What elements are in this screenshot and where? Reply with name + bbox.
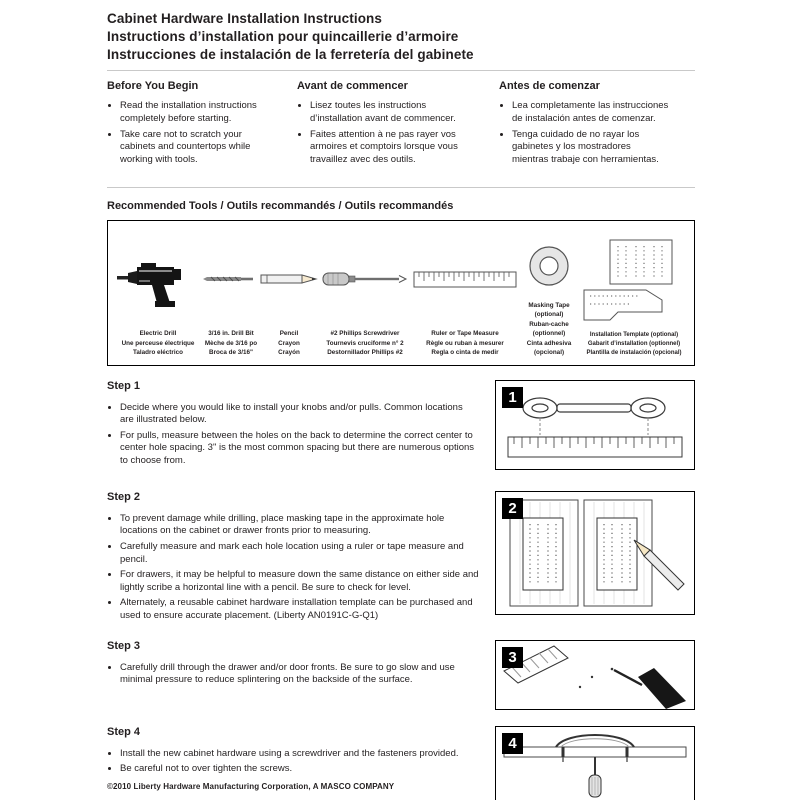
- page-title-fr: Instructions d’installation pour quincaillerie d’armoire: [107, 28, 459, 44]
- bullet: • Take care not to scratch your cabinets and countertops while working with tools.: [120, 129, 297, 167]
- bullet: • For drawers, it may be helpful to measure down the same distance on either side and lightly scribe a horizontal line with a pencil. Be sure to check for level.: [120, 569, 479, 594]
- recommended-tools-heading: Recommended Tools / Outils recommandés / Outils recommandés: [107, 199, 454, 212]
- step-3-text: [107, 640, 479, 690]
- step-1-heading: Step 1: [107, 379, 141, 392]
- before-list-en: [107, 100, 297, 166]
- bullet: • For pulls, measure between the holes on the back to determine the correct center to center hole spacing. 3" is the most common spacing but there are numerous options to choose from.: [120, 430, 479, 468]
- step-3-heading: Step 3: [107, 639, 141, 652]
- electric-drill-icon: [116, 229, 200, 330]
- pencil-icon: [258, 229, 320, 330]
- step-3-number-badge: 3: [502, 647, 523, 668]
- step-1-list: [107, 402, 479, 468]
- before-heading-es: Antes de comenzar: [499, 80, 600, 93]
- step-4-heading: Step 4: [107, 725, 141, 738]
- tool-ruler: [412, 229, 518, 358]
- step-1-section: [107, 380, 695, 471]
- before-list-es: [499, 100, 695, 166]
- before-you-begin-section: [107, 80, 695, 179]
- copyright-footer: ©2010 Liberty Hardware Manufacturing Corporation, A MASCO COMPANY: [107, 782, 395, 791]
- bullet: • Tenga cuidado de no rayar los gabinetes y los mostradores mientras trabaje con herramientas.: [512, 129, 695, 167]
- bullet: • Read the installation instructions completely before starting.: [120, 100, 297, 125]
- tool-pencil: [260, 229, 318, 358]
- tool-caption: #2 Phillips Screwdriver Tournevis cruciforme n° 2 Destornillador Phillips #2: [326, 330, 404, 357]
- step-4-number-badge: 4: [502, 733, 523, 754]
- before-column-en: [107, 80, 297, 169]
- step-4-text: [107, 726, 479, 779]
- tool-caption: 3/16 in. Drill Bit Mèche de 3/16 po Broca de 3/16": [204, 330, 258, 357]
- before-column-fr: [297, 80, 499, 169]
- tool-electric-drill: [114, 229, 202, 358]
- step-1-figure: [495, 380, 695, 470]
- bullet: • Decide where you would like to install your knobs and/or pulls. Common locations are illustrated below.: [120, 402, 479, 427]
- step-3-figure: [495, 640, 695, 710]
- bullet: • Install the new cabinet hardware using a screwdriver and the fasteners provided.: [120, 748, 479, 761]
- step-2-list: [107, 513, 479, 623]
- section-divider: [107, 187, 695, 188]
- tool-masking-tape: [518, 229, 580, 358]
- tool-caption: Electric Drill Une perceuse électrique Taladro eléctrico: [121, 330, 195, 357]
- step-2-figure: [495, 491, 695, 615]
- installation-template-icon: [580, 229, 688, 331]
- bullet: • Lea completamente las instrucciones de instalación antes de comenzar.: [512, 100, 695, 125]
- bullet: • Carefully drill through the drawer and/or door fronts. Be sure to go slow and use minimal pressure to reduce splintering on the backside of the surface.: [120, 662, 479, 687]
- step-2-number-badge: 2: [502, 498, 523, 519]
- bullet: • Lisez toutes les instructions d’installation avant de commencer.: [310, 100, 499, 125]
- tools-box: [107, 220, 695, 366]
- step-2-text: [107, 491, 479, 626]
- tool-caption: Masking Tape (optional) Ruban-cache (optionnel) Cinta adhesiva (opcional): [526, 301, 572, 357]
- step-3-list: [107, 662, 479, 687]
- tool-drill-bit: [202, 229, 260, 358]
- step-3-section: [107, 640, 695, 710]
- step-1-text: [107, 380, 479, 471]
- ruler-icon: [412, 229, 518, 330]
- page-title-es: Instrucciones de instalación de la ferretería del gabinete: [107, 46, 474, 62]
- step-2-section: [107, 491, 695, 626]
- drilling-illustration: [496, 641, 694, 709]
- bullet: • Be careful not to over tighten the screws.: [120, 763, 479, 776]
- pull-and-ruler-illustration: [496, 381, 694, 469]
- before-heading-fr: Avant de commencer: [297, 80, 408, 93]
- drill-bit-icon: [203, 229, 259, 330]
- before-list-fr: [297, 100, 499, 166]
- title-block: [107, 10, 695, 63]
- bullet: • To prevent damage while drilling, place masking tape in the approximate hole locations on the cabinet or drawer fronts prior to measuring.: [120, 513, 479, 538]
- tool-caption: Ruler or Tape Measure Règle ou ruban à mesurer Regla o cinta de medir: [426, 330, 504, 357]
- title-divider: [107, 70, 695, 71]
- before-column-es: [499, 80, 695, 169]
- template-and-pencil-illustration: [496, 492, 694, 614]
- tool-installation-template: [580, 229, 688, 358]
- step-4-list: [107, 748, 479, 776]
- phillips-screwdriver-icon: [320, 229, 410, 330]
- bullet: • Carefully measure and mark each hole location using a ruler or tape measure and pencil.: [120, 541, 479, 566]
- page-title-en: Cabinet Hardware Installation Instructions: [107, 11, 382, 26]
- tool-phillips-screwdriver: [318, 229, 412, 358]
- step-4-figure: [495, 726, 695, 800]
- tool-caption: Pencil Crayon Crayón: [278, 330, 300, 357]
- tool-caption: Installation Template (optional) Gabarit d’installation (optionnel) Plantilla de instalación (opcional): [586, 331, 682, 356]
- fastening-illustration: [496, 727, 694, 800]
- before-heading-en: Before You Begin: [107, 80, 199, 93]
- step-1-number-badge: 1: [502, 387, 523, 408]
- bullet: • Faites attention à ne pas rayer vos armoires et comptoirs lorsque vous travaillez avec des outils.: [310, 129, 499, 167]
- step-2-heading: Step 2: [107, 490, 141, 503]
- bullet: • Alternately, a reusable cabinet hardware installation template can be purchased and used to ensure accurate placement. (Liberty AN0191C-G-Q1): [120, 597, 479, 622]
- masking-tape-icon: [523, 229, 575, 301]
